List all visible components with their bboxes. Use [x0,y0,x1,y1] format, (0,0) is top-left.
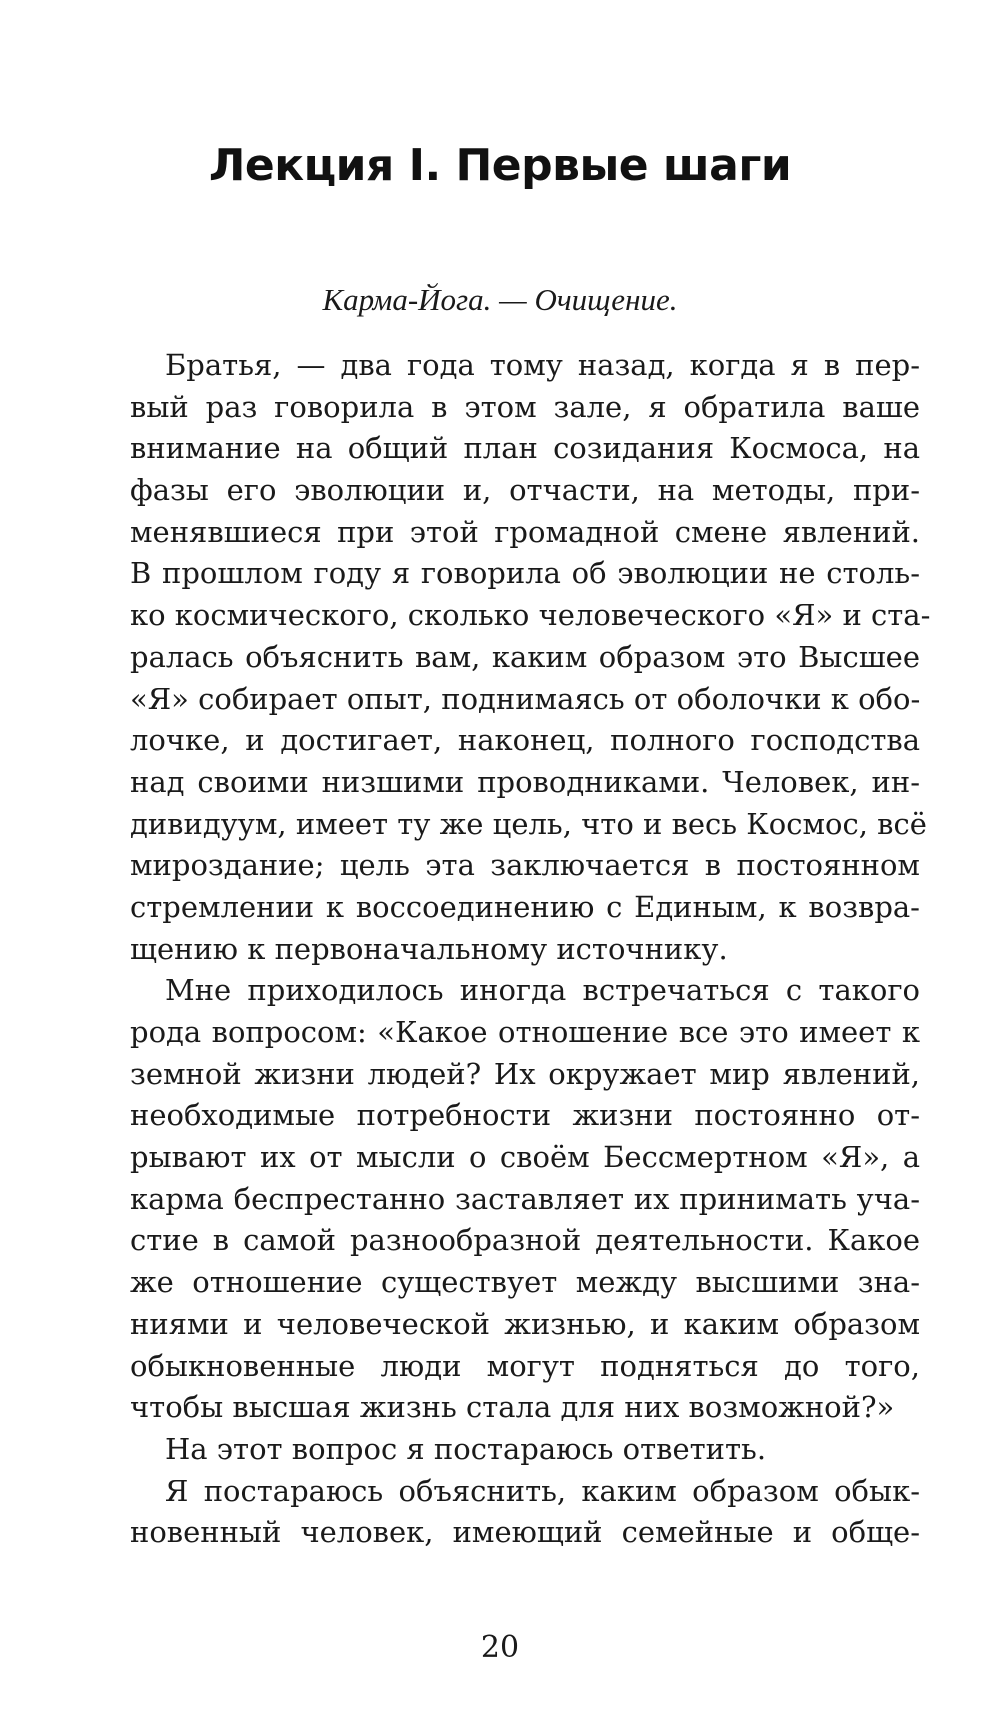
text-line: над своими низшими проводниками. Человек, ин- [130,764,920,799]
text-line: «Я» собирает опыт, поднимаясь от оболочки к обо- [130,681,921,716]
text-line: мироздание; цель эта заключается в постоянном [130,848,920,883]
text-line: необходимые потребности жизни постоянно от- [130,1098,920,1133]
text-line: же отношение существует между высшими зна- [130,1265,920,1300]
text-line: вый раз говорила в этом зале, я обратила ваше [130,389,920,424]
text-line: ниями и человеческой жизнью, и каким образом [130,1306,920,1341]
page-number: 20 [480,1630,520,1665]
text-line: стремлении к воссоединению с Единым, к возвра- [130,889,920,924]
chapter-title: Лекция I. Первые шаги [208,140,792,191]
text-line: лочке, и достигает, наконец, полного господства [130,723,920,758]
text-line: чтобы высшая жизнь стала для них возможной?» [130,1390,895,1425]
text-line: земной жизни людей? Их окружает мир явлений, [130,1056,920,1091]
text-line: новенный человек, имеющий семейные и обще- [130,1515,920,1550]
text-line: карма беспрестанно заставляет их принимать уча- [130,1181,920,1216]
text-line: щению к первоначальному источнику. [130,931,728,966]
text-line: рода вопросом: «Какое отношение все это имеет к [130,1015,920,1049]
text-line: В прошлом году я говорила об эволюции не столь- [130,556,920,591]
text-line: внимание на общий план созидания Космоса, на [130,431,920,466]
body-text [130,345,931,1554]
text-line: ралась объяснить вам, каким образом это Высшее [130,639,920,674]
text-line: обыкновенные люди могут подняться до того, [130,1348,920,1383]
text-line: Я постараюсь объяснить, каким образом обык- [165,1473,920,1508]
text-line: ко космического, сколько человеческого «Я» и ста- [130,598,931,633]
text-line: стие в самой разнообразной деятельности. Какое [130,1223,920,1258]
text-line: Мне приходилось иногда встречаться с такого [165,973,920,1008]
text-line: Братья, — два года тому назад, когда я в пер- [165,348,920,382]
text-line: фазы его эволюции и, отчасти, на методы, при- [130,473,920,508]
text-line: менявшиеся при этой громадной смене явлений. [130,514,920,549]
text-line: рывают их от мысли о своём Бессмертном «Я», а [130,1140,920,1175]
text-line: дивидуум, имеет ту же цель, что и весь Космос, всё [130,806,927,841]
chapter-subtitle: Карма-Йога. — Очищение. [322,282,678,317]
text-line: На этот вопрос я постараюсь ответить. [165,1431,767,1466]
